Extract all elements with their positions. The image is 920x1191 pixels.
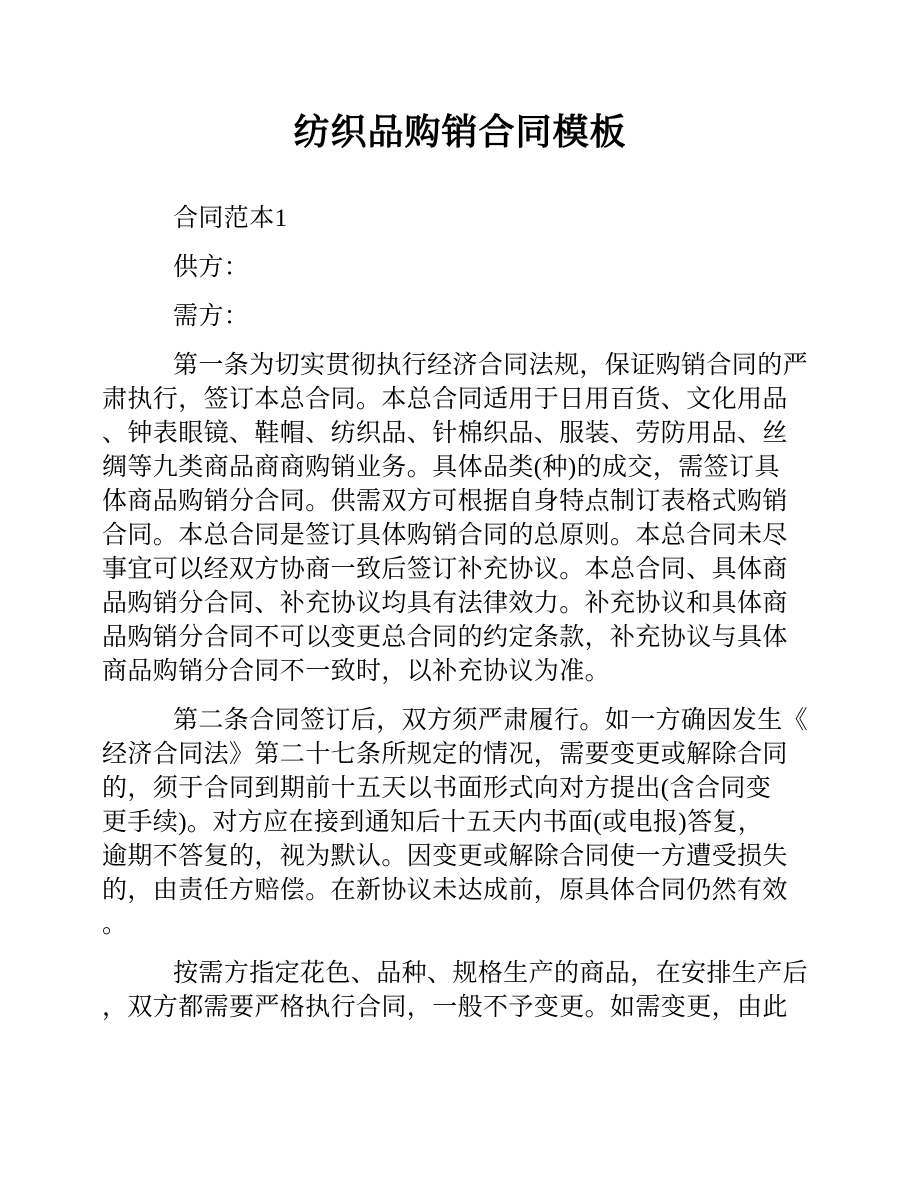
text-line: 的，由责任方赔偿。在新协议未达成前，原具体合同仍然有效 xyxy=(102,877,788,904)
text-line: 肃执行，签订本总合同。本总合同适用于日用百货、文化用品 xyxy=(102,386,788,413)
text-line: 、钟表眼镜、鞋帽、纺织品、针棉织品、服装、劳防用品、丝 xyxy=(102,420,788,447)
paragraph-clause-3 xyxy=(102,957,808,1025)
text-line: 品购销分合同、补充协议均具有法律效力。补充协议和具体商 xyxy=(102,590,788,617)
text-line: 。 xyxy=(102,911,128,938)
text-line: 第一条为切实贯彻执行经济合同法规，保证购销合同的严 xyxy=(173,352,809,379)
document-body xyxy=(102,202,808,1025)
document-title: 纺织品购销合同模板 xyxy=(293,111,627,152)
text-line: 商品购销分合同不一致时，以补充协议为准。 xyxy=(102,658,611,685)
text-line: 绸等九类商品商商购销业务。具体品类(种)的成交，需签订具 xyxy=(102,454,780,481)
text-line: 经济合同法》第二十七条所规定的情况，需要变更或解除合同 xyxy=(102,741,788,768)
text-line: 按需方指定花色、品种、规格生产的商品，在安排生产后 xyxy=(173,960,809,987)
text-line: 合同范本1 xyxy=(173,205,288,232)
text-line: 更手续)。对方应在接到通知后十五天内书面(或电报)答复， xyxy=(102,809,764,836)
paragraph-buyer-label xyxy=(102,300,808,334)
text-line: 事宜可以经双方协商一致后签订补充协议。本总合同、具体商 xyxy=(102,556,788,583)
text-line: 品购销分合同不可以变更总合同的约定条款，补充协议与具体 xyxy=(102,624,788,651)
text-line: 供方： xyxy=(173,254,250,281)
paragraph-sample-label xyxy=(102,202,808,236)
paragraph-clause-2 xyxy=(102,704,808,942)
text-line: 需方： xyxy=(173,303,250,330)
text-line: 的，须于合同到期前十五天以书面形式向对方提出(含合同变 xyxy=(102,775,772,802)
text-line: 逾期不答复的，视为默认。因变更或解除合同使一方遭受损失 xyxy=(102,843,788,870)
paragraph-clause-1 xyxy=(102,349,808,689)
text-line: 第二条合同签订后，双方须严肃履行。如一方确因发生《 xyxy=(173,707,809,734)
text-line: 合同。本总合同是签订具体购销合同的总原则。本总合同未尽 xyxy=(102,522,788,549)
text-line: ，双方都需要严格执行合同，一般不予变更。如需变更，由此 xyxy=(102,994,788,1021)
text-line: 体商品购销分合同。供需双方可根据自身特点制订表格式购销 xyxy=(102,488,788,515)
paragraph-supplier-label xyxy=(102,251,808,285)
